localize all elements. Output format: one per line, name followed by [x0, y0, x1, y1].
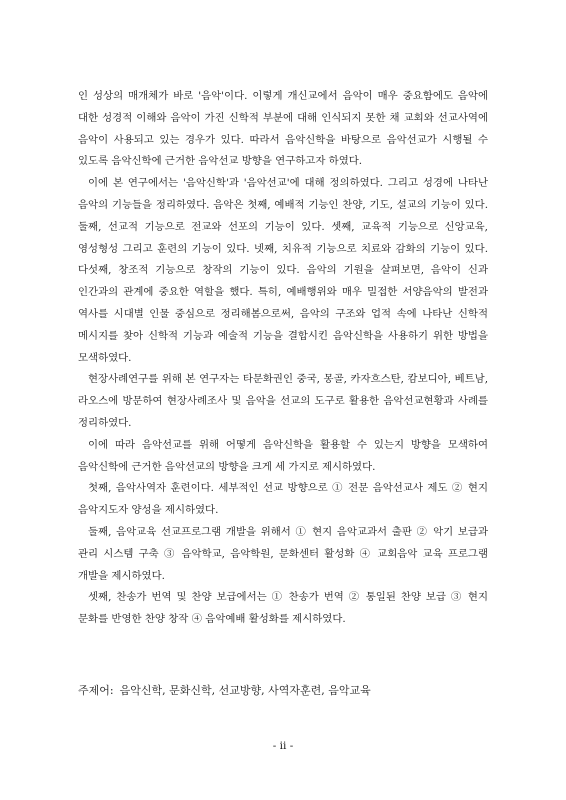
- page-number: - ii -: [272, 740, 294, 752]
- keywords-label: 주제어:: [78, 684, 114, 697]
- paragraph-three-directions: 이에 따라 음악선교를 위해 어떻게 음악신학을 활용할 수 있는지 방향을 모색하여 음악신학에 근거한 음악선교의 방향을 크게 세 가지로 제시하였다.: [78, 438, 488, 473]
- paragraph-field-study: 현장사례연구를 위해 본 연구자는 타문화권인 중국, 몽골, 카자흐스탄, 캄보디아, 베트남, 라오스에 방문하여 현장사례조사 및 음악을 선교의 도구로 활용한 음악선교현황과 사례를 정리하였다.: [78, 373, 488, 429]
- keywords-terms: 음악신학, 문화신학, 선교방향, 사역자훈련, 음악교육: [119, 684, 371, 697]
- paragraph-direction-one: 첫째, 음악사역자 훈련이다. 세부적인 선교 방향으로 ① 전문 음악선교사 제도 ② 현지 음악지도자 양성을 제시하였다.: [78, 482, 488, 517]
- abstract-body: [78, 86, 488, 631]
- paragraph-definitions-functions: 이에 본 연구에서는 '음악신학'과 '음악선교'에 대해 정의하였다. 그리고 성경에 나타난 음악의 기능들을 정리하였다. 음악은 첫째, 예배적 기능인 찬양, 기도, 설교의 기능이 있다. 둘째, 선교적 기능으로 전교와 선포의 기능이 있다. 셋째, 교육적 기능으로 신앙교육, 영성형성 그리고 훈련의 기능이 있다. 넷째, 치유적 기능으로 치료와 감화의 기능이 있다. 다섯째, 창조적 기능으로 창작의 기능이 있다. 음악의 기원을 살펴보면, 음악이 신과 인간과의 관계에 중요한 역할을 했다. 특히, 예배행위와 매우 밀접한 서양음악의 발전과 역사를 시대별 인물 중심으로 정리해봄으로써, 음악의 구조와 업적 속에 나타난 신학적 메시지를 찾아 신학적 기능과 예술적 기능을 결합시킨 음악신학을 사용하기 위한 방법을 모색하였다.: [78, 177, 488, 364]
- paragraph-direction-two: 둘째, 음악교육 선교프로그램 개발을 위해서 ① 현지 음악교과서 출판 ② 악기 보급과 관리 시스템 구축 ③ 음악학교, 음악학원, 문화센터 활성화 ④ 교회음악 교육 프로그램 개발을 제시하였다.: [78, 525, 488, 582]
- keywords-line: [78, 681, 498, 701]
- paragraph-intro-continuation: 인 성상의 매개체가 바로 '음악'이다. 이렇게 개신교에서 음악이 매우 중요함에도 음악에 대한 성경적 이해와 음악이 가진 신학적 부분에 대해 인식되지 못한 채 교회와 선교사역에 음악이 사용되고 있는 경우가 있다. 따라서 음악신학을 바탕으로 음악선교가 시행될 수 있도록 음악신학에 근거한 음악선교 방향을 연구하고자 하였다.: [78, 90, 488, 168]
- paragraph-direction-three: 셋째, 찬송가 번역 및 찬양 보급에서는 ① 찬송가 번역 ② 통일된 찬양 보급 ③ 현지 문화를 반영한 찬양 창작 ④ 음악예배 활성화를 제시하였다.: [78, 591, 488, 626]
